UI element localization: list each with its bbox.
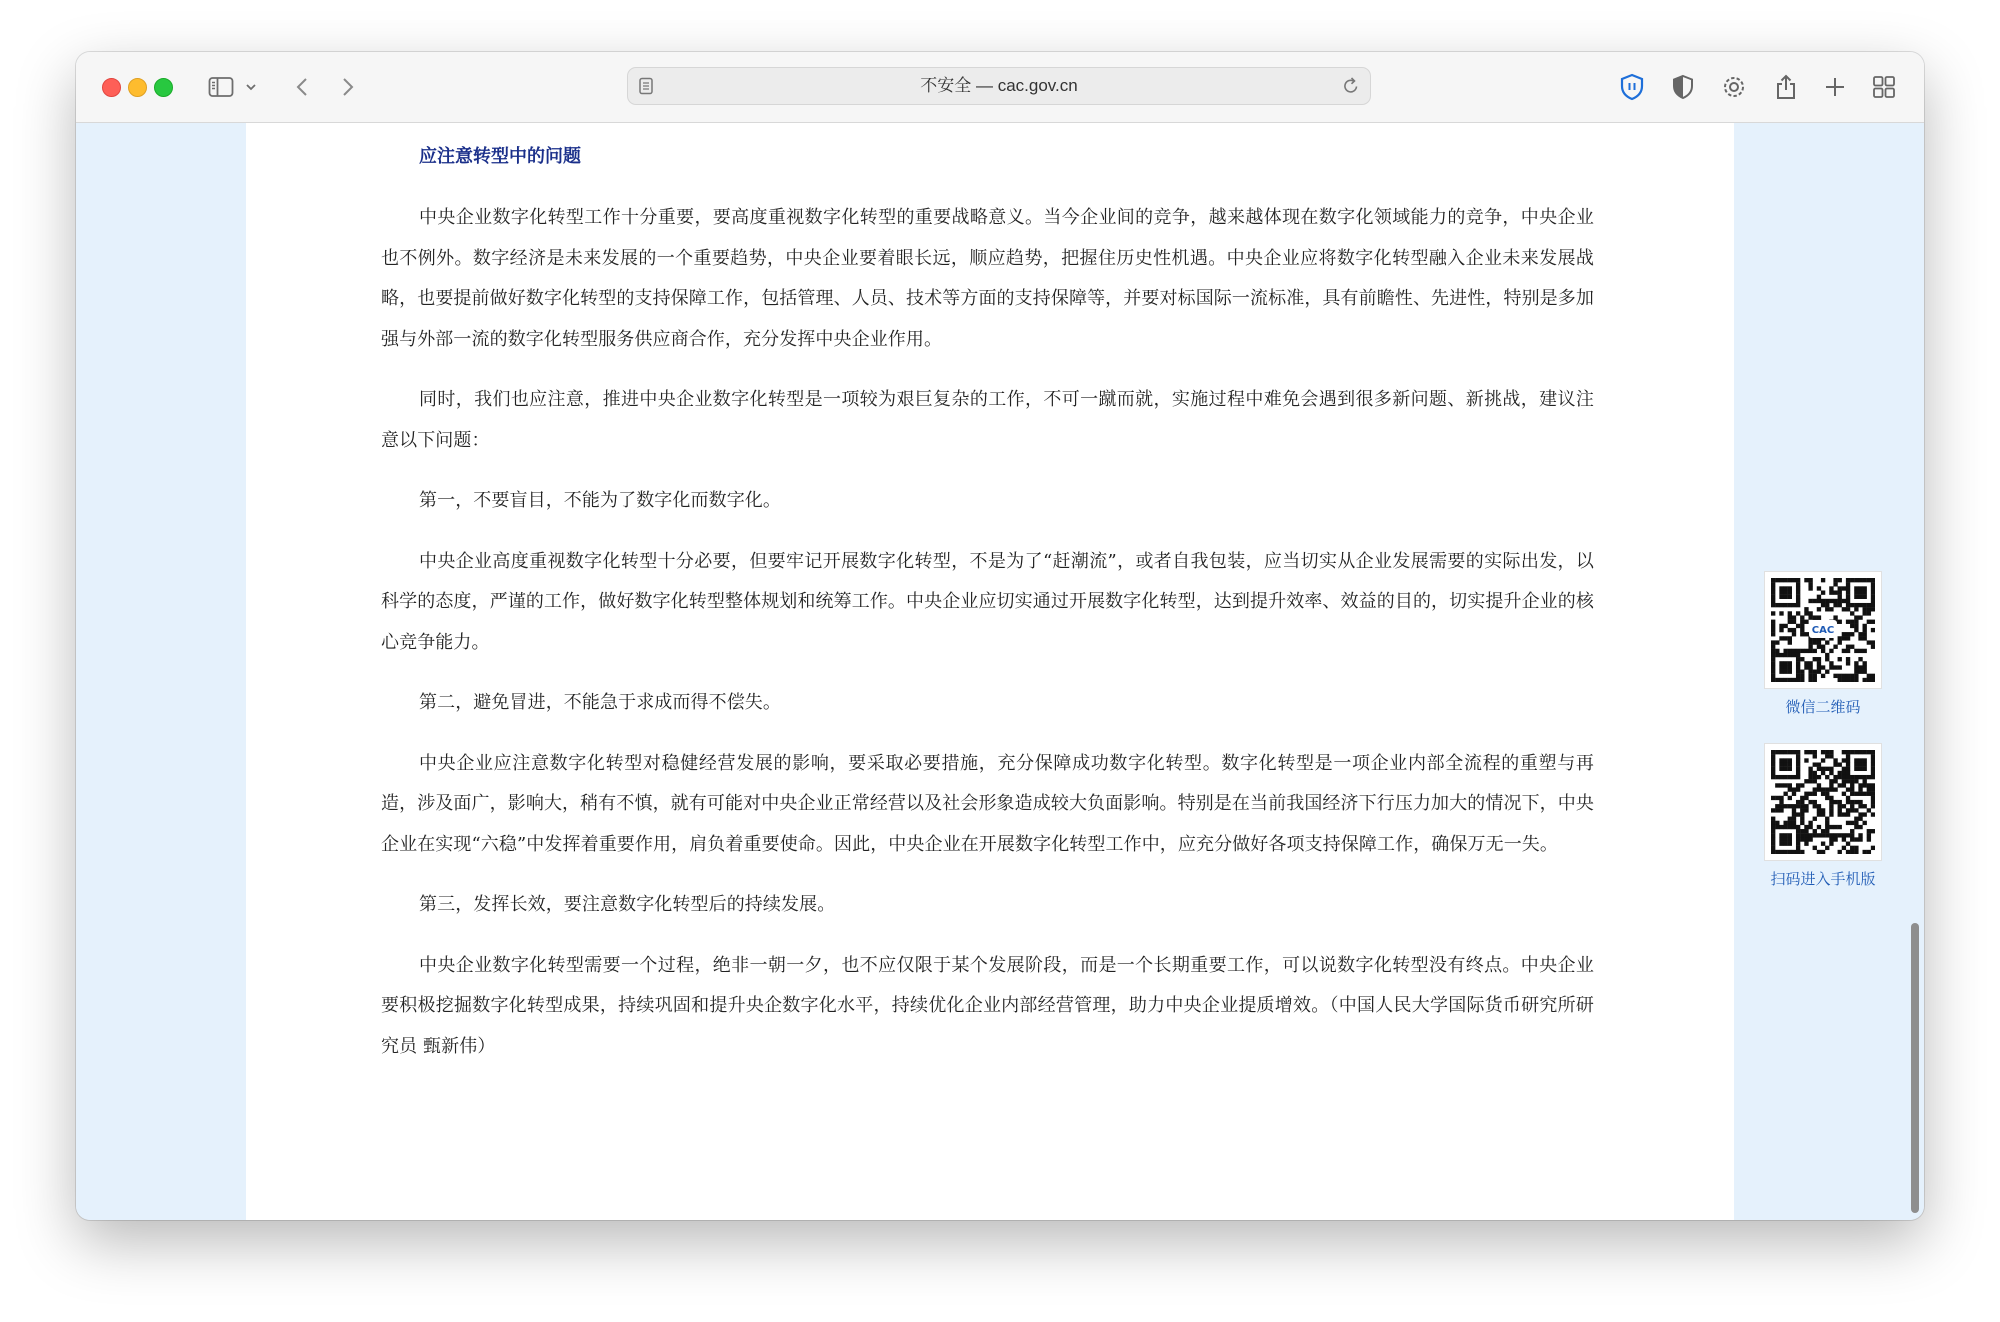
forward-button[interactable] — [332, 72, 364, 102]
share-button[interactable] — [1770, 72, 1802, 102]
minimize-window-button[interactable] — [128, 78, 147, 97]
address-bar[interactable] — [627, 67, 1371, 105]
scrollbar-thumb[interactable] — [1911, 923, 1919, 1213]
wechat-qr-caption[interactable]: 微信二维码 — [1785, 698, 1861, 716]
svg-text:CAC: CAC — [1811, 625, 1835, 636]
share-icon — [1775, 73, 1797, 101]
zoom-window-button[interactable] — [154, 78, 173, 97]
password-extension-button[interactable] — [1616, 72, 1648, 102]
chevron-left-icon — [295, 76, 309, 98]
sidebar-icon — [208, 76, 234, 98]
close-window-button[interactable] — [102, 78, 121, 97]
article-body — [381, 137, 1594, 1087]
back-button[interactable] — [286, 72, 318, 102]
shield-icon — [1619, 73, 1645, 101]
privacy-report-button[interactable] — [1667, 72, 1699, 102]
tab-overview-button[interactable] — [1868, 72, 1900, 102]
qr-code-icon — [1764, 571, 1882, 689]
reload-icon[interactable] — [1342, 76, 1360, 100]
article-paragraph: 中央企业高度重视数字化转型十分必要，但要牢记开展数字化转型，不是为了“赶潮流”，或者自我包装，应当切实从企业发展需要的实际出发，以科学的态度，严谨的工作，做好数字化转型整体规划和统筹工作。中央企业应切实通过开展数字化转型，达到提升效率、效益的目的，切实提升企业的核心竞争能力。 — [381, 550, 1594, 653]
chevron-right-icon — [341, 76, 355, 98]
url-text[interactable]: 不安全 — cac.gov.cn — [920, 76, 1078, 95]
article-paragraph: 同时，我们也应注意，推进中央企业数字化转型是一项较为艰巨复杂的工作，不可一蹴而就，实施过程中难免会遇到很多新问题、新挑战，建议注意以下问题： — [381, 389, 1594, 451]
section-heading: 应注意转型中的问题 — [419, 146, 581, 167]
article-container — [246, 123, 1734, 1220]
browser-toolbar — [76, 52, 1924, 123]
wechat-qr-block[interactable] — [1761, 571, 1885, 717]
new-tab-button[interactable] — [1819, 72, 1851, 102]
mobile-qr-caption[interactable]: 扫码进入手机版 — [1770, 870, 1876, 888]
gear-icon — [1721, 74, 1747, 100]
settings-button[interactable] — [1718, 72, 1750, 102]
scrollbar[interactable] — [1910, 123, 1922, 1220]
article-point-heading: 第三，发挥长效，要注意数字化转型后的持续发展。 — [419, 894, 836, 915]
mobile-qr-block[interactable] — [1761, 743, 1885, 889]
half-shield-icon — [1671, 74, 1695, 100]
grid-icon — [1872, 75, 1896, 99]
plus-icon — [1824, 76, 1846, 98]
article-paragraph: 中央企业应注意数字化转型对稳健经营发展的影响，要采取必要措施，充分保障成功数字化转型。数字化转型是一项企业内部全流程的重塑与再造，涉及面广，影响大，稍有不慎，就有可能对中央企业正常经营以及社会形象造成较大负面影响。特别是在当前我国经济下行压力加大的情况下，中央企业在实现“六稳”中发挥着重要作用，肩负着重要使命。因此，中央企业在开展数字化转型工作中，应充分做好各项支持保障工作，确保万无一失。 — [381, 752, 1594, 855]
article-point-heading: 第一，不要盲目，不能为了数字化而数字化。 — [419, 490, 781, 511]
sidebar-menu-button[interactable] — [241, 72, 261, 102]
article-paragraph: 中央企业数字化转型工作十分重要，要高度重视数字化转型的重要战略意义。当今企业间的竞争，越来越体现在数字化领域能力的竞争，中央企业也不例外。数字经济是未来发展的一个重要趋势，中央企业要着眼长远，顺应趋势，把握住历史性机遇。中央企业应将数字化转型融入企业未来发展战略，也要提前做好数字化转型的支持保障工作，包括管理、人员、技术等方面的支持保障等，并要对标国际一流标准，具有前瞻性、先进性，特别是多加强与外部一流的数字化转型服务供应商合作，充分发挥中央企业作用。 — [381, 207, 1594, 350]
article-paragraph: 中央企业数字化转型需要一个过程，绝非一朝一夕，也不应仅限于某个发展阶段，而是一个长期重要工作，可以说数字化转型没有终点。中央企业要积极挖掘数字化转型成果，持续巩固和提升央企数字化水平，持续优化企业内部经营管理，助力中央企业提质增效。（中国人民大学国际货币研究所研究员 甄新伟） — [381, 954, 1594, 1057]
browser-window — [76, 52, 1924, 1220]
qr-code-icon — [1764, 743, 1882, 861]
web-content — [76, 123, 1924, 1220]
chevron-down-icon — [245, 83, 257, 91]
sidebar-toggle-button[interactable] — [205, 72, 237, 102]
article-point-heading: 第二，避免冒进，不能急于求成而得不偿失。 — [419, 692, 781, 713]
